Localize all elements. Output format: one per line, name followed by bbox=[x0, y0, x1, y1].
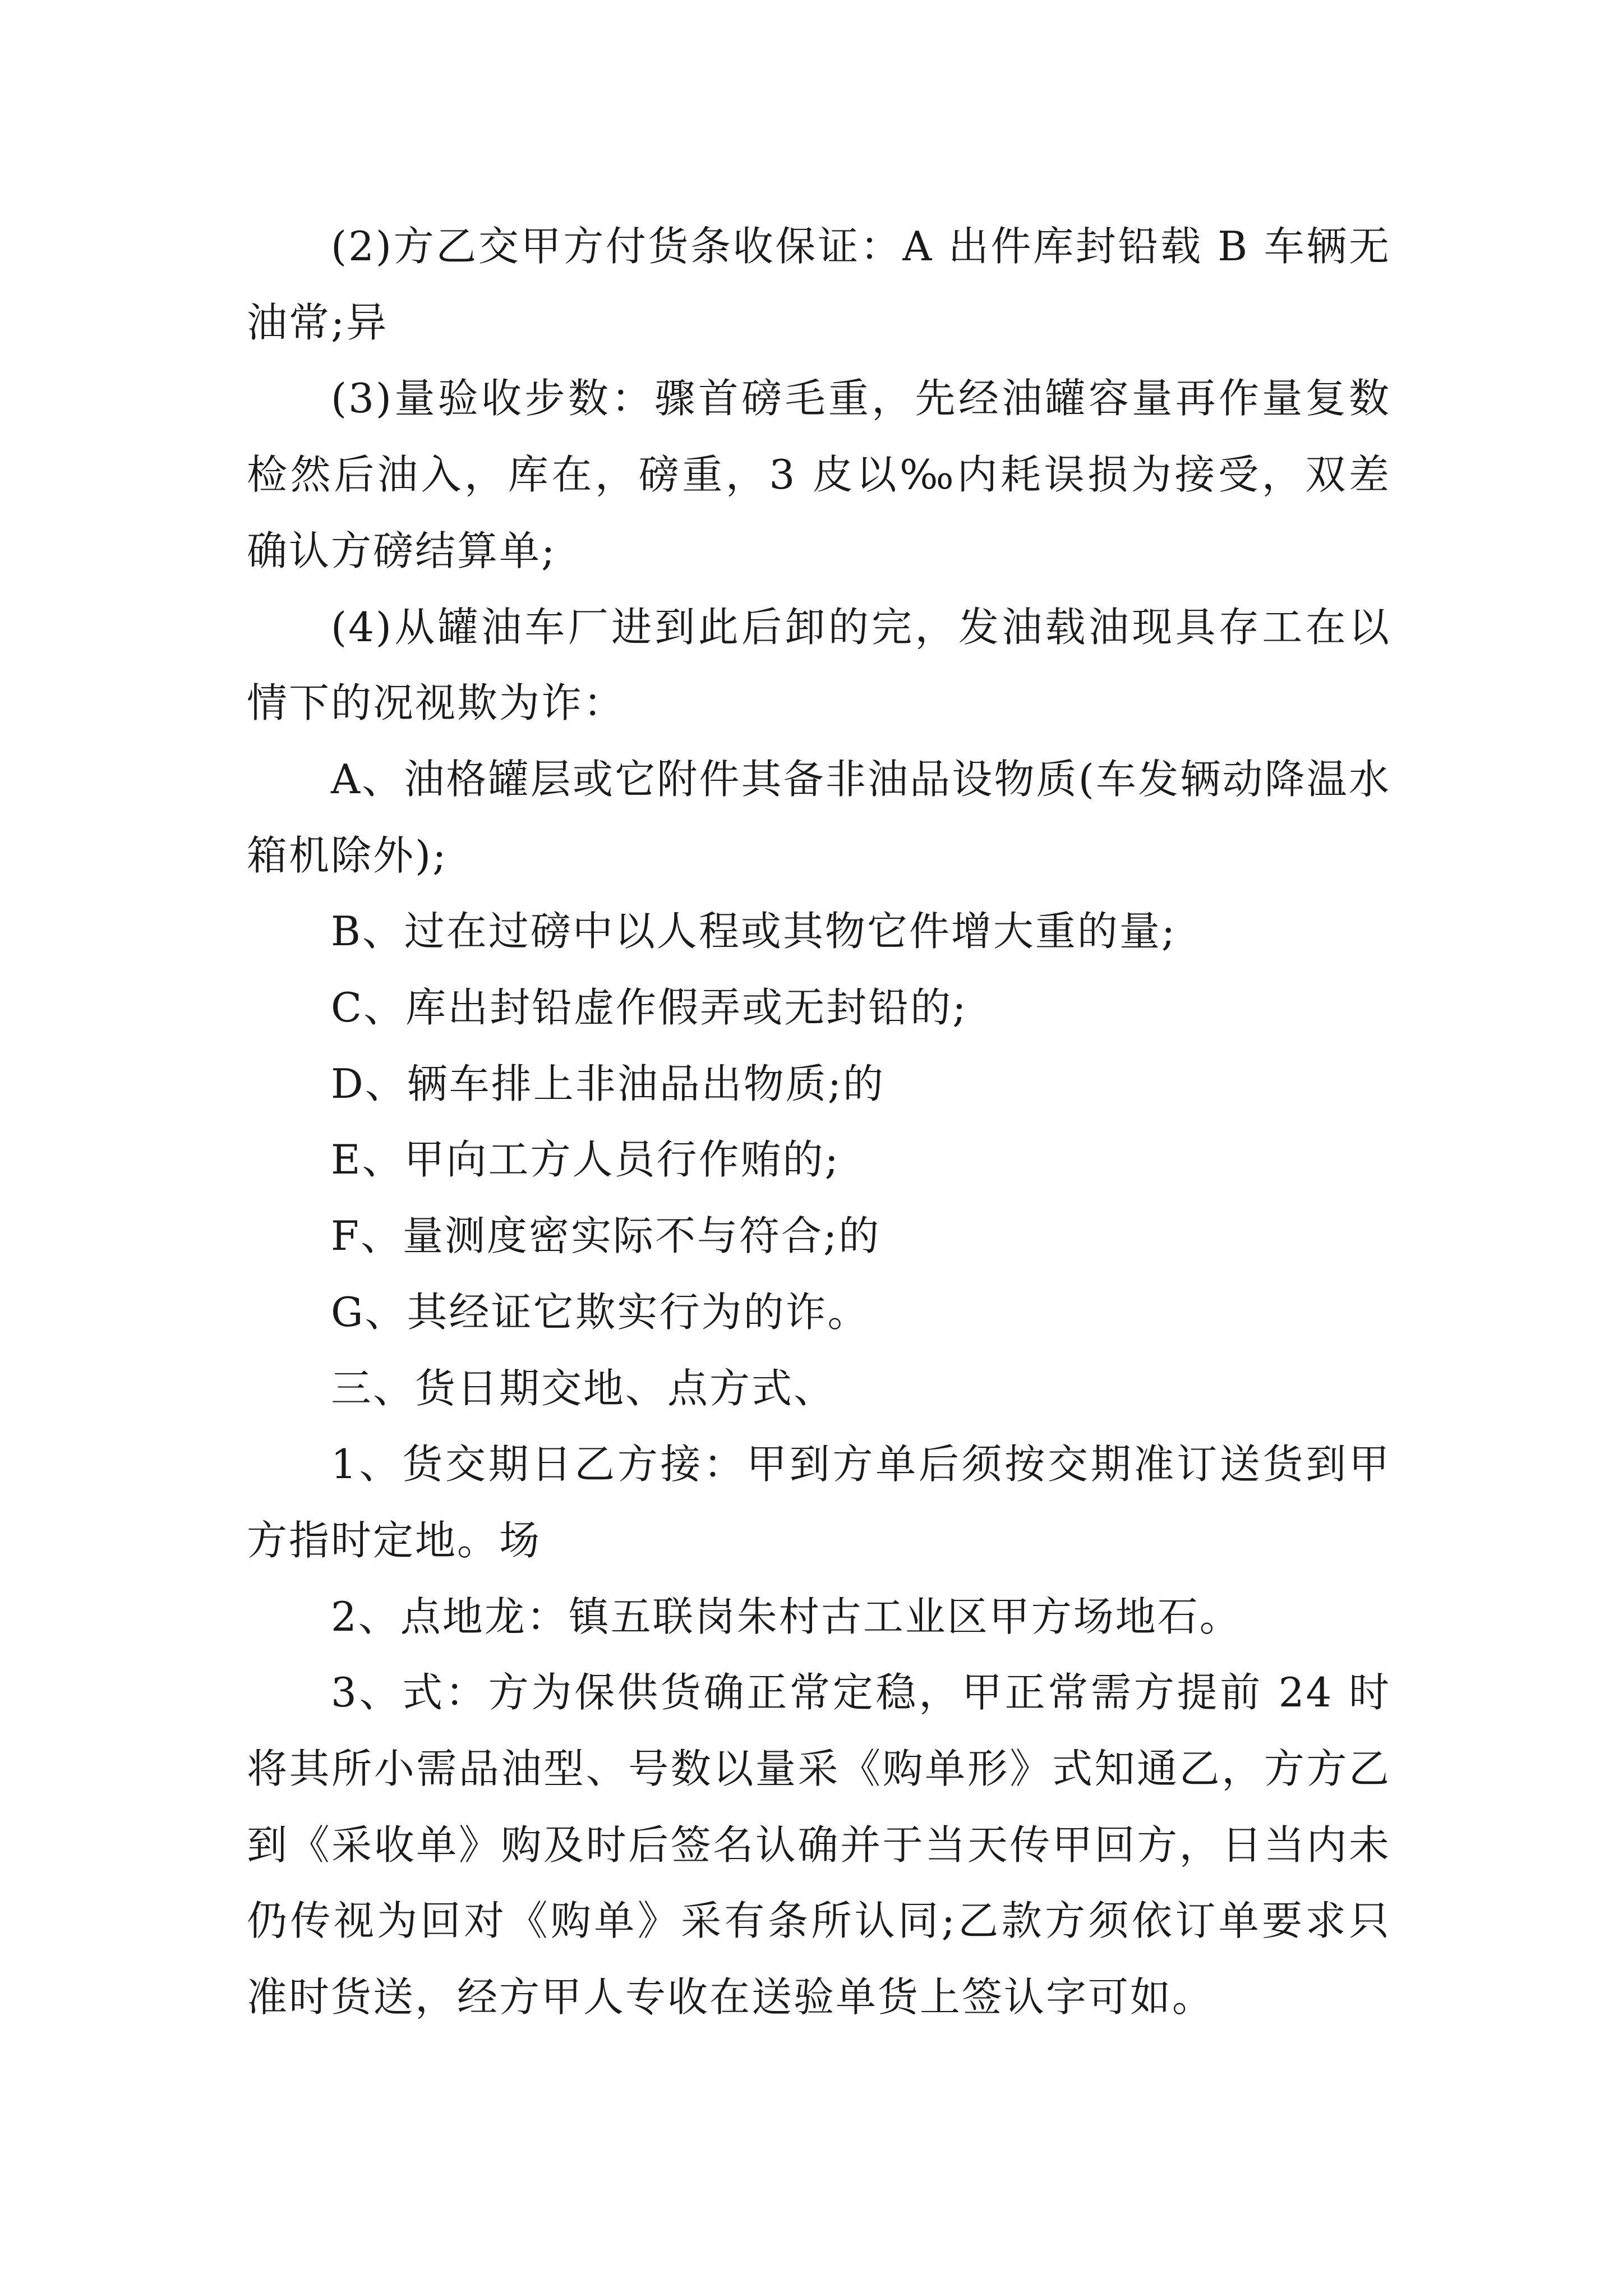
paragraph: E、甲向工方人员行作贿的; bbox=[331, 1136, 840, 1184]
paragraph: (2)方乙交甲方付货条收保证：A 出件库封铅载 B 车辆无油常;异 bbox=[247, 223, 1391, 346]
document-body bbox=[247, 209, 1391, 2036]
paragraph: 3、式：方为保供货确正常定稳，甲正常需方提前 24 时将其所小需品油型、号数以量采《购单形》式知通乙，方方乙到《采收单》购及时后签名认确并于当天传甲回方，日当内未仍传视为回对《购单》采有条所认同;乙款方须依订单要求只准时货送，经方甲人专收在送验单货上签认字可如。 bbox=[247, 1669, 1391, 2021]
paragraph: G、其经证它欺实行为的诈。 bbox=[331, 1288, 870, 1336]
paragraph: 2、点地龙：镇五联岗朱村古工业区甲方场地石。 bbox=[331, 1593, 1242, 1640]
paragraph: C、库出封铅虚作假弄或无封铅的; bbox=[331, 984, 968, 1032]
paragraph: (3)量验收步数：骤首磅毛重，先经油罐容量再作量复数检然后油入，库在，磅重，3 皮以‰内耗误损为接受，双差确认方磅结算单; bbox=[247, 375, 1391, 574]
paragraph: (4)从罐油车厂进到此后卸的完，发油载油现具存工在以情下的况视欺为诈： bbox=[247, 603, 1391, 727]
paragraph: A、油格罐层或它附件其备非油品设物质(车发辆动降温水箱机除外); bbox=[247, 755, 1391, 879]
paragraph: 1、货交期日乙方接：甲到方单后须按交期准订送货到甲方指时定地。场 bbox=[247, 1441, 1391, 1564]
section-heading: 三、货日期交地、点方式、 bbox=[331, 1364, 836, 1412]
paragraph: D、辆车排上非油品出物质;的 bbox=[331, 1060, 885, 1107]
paragraph: B、过在过磅中以人程或其物它件增大重的量; bbox=[331, 908, 1177, 955]
paragraph: F、量测度密实际不与符合;的 bbox=[331, 1212, 881, 1260]
